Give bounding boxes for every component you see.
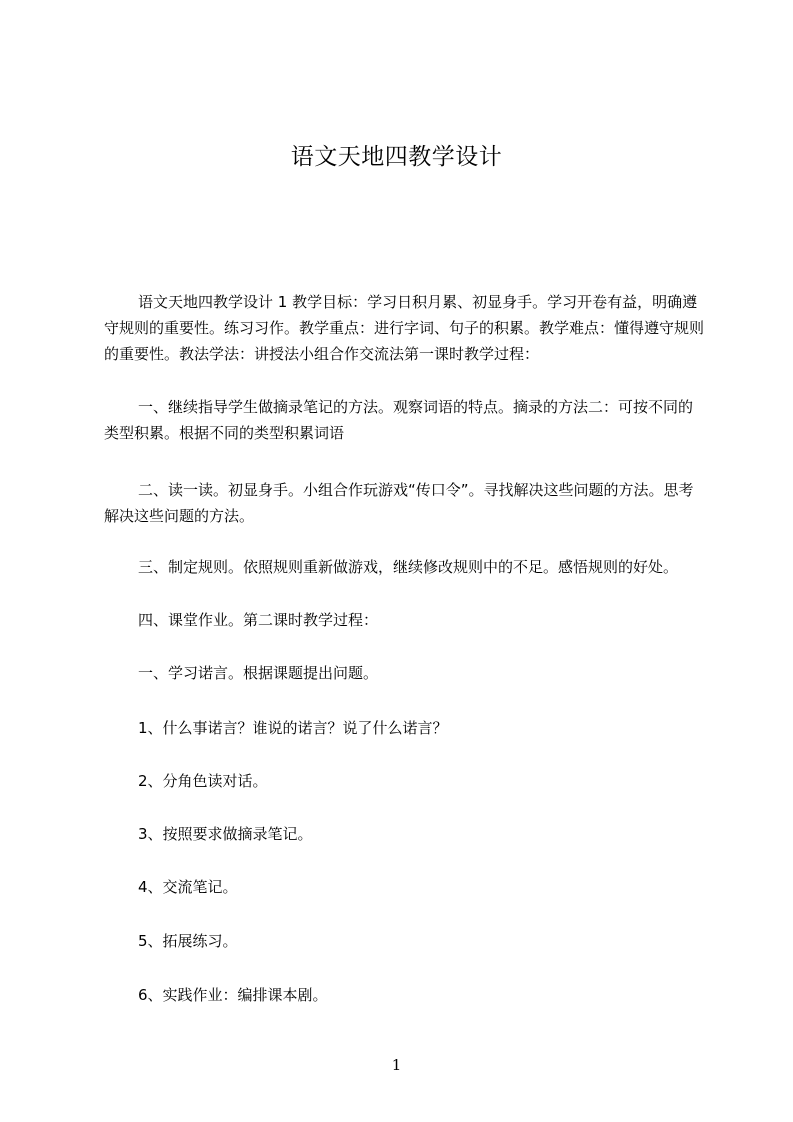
- page-number: 1: [391, 1056, 402, 1074]
- list-item-4: 4、交流笔记。: [138, 878, 238, 896]
- list-item-5: 5、拓展练习。: [138, 932, 238, 950]
- paragraph-step-1: 一、继续指导学生做摘录笔记的方法。观察词语的特点。摘录的方法二：可按不同的类型积累。根据不同的类型积累词语: [104, 398, 694, 442]
- list-item-1: 1、什么事诺言？谁说的诺言？说了什么诺言？: [138, 719, 448, 737]
- paragraph-step-3: 三、制定规则。依照规则重新做游戏，继续修改规则中的不足。感悟规则的好处。: [138, 558, 679, 576]
- paragraph-second-lesson-step-1: 一、学习诺言。根据课题提出问题。: [138, 664, 379, 682]
- paragraph-step-2: 二、读一读。初显身手。小组合作玩游戏“传口令”。寻找解决这些问题的方法。思考解决这些问题的方法。: [104, 481, 694, 525]
- paragraph-step-4: 四、课堂作业。第二课时教学过程：: [138, 611, 379, 629]
- document-title: 语文天地四教学设计: [290, 144, 503, 170]
- list-item-3: 3、按照要求做摘录笔记。: [138, 825, 313, 843]
- list-item-2: 2、分角色读对话。: [138, 772, 268, 790]
- paragraph-objectives: 语文天地四教学设计 1 教学目标：学习日积月累、初显身手。学习开卷有益，明确遵守规则的重要性。练习习作。教学重点：进行字词、句子的积累。教学难点：懂得遵守规则的重要性。教法学法：讲授法小组合作交流法第一课时教学过程：: [104, 293, 705, 363]
- list-item-6: 6、实践作业：编排课本剧。: [138, 986, 328, 1004]
